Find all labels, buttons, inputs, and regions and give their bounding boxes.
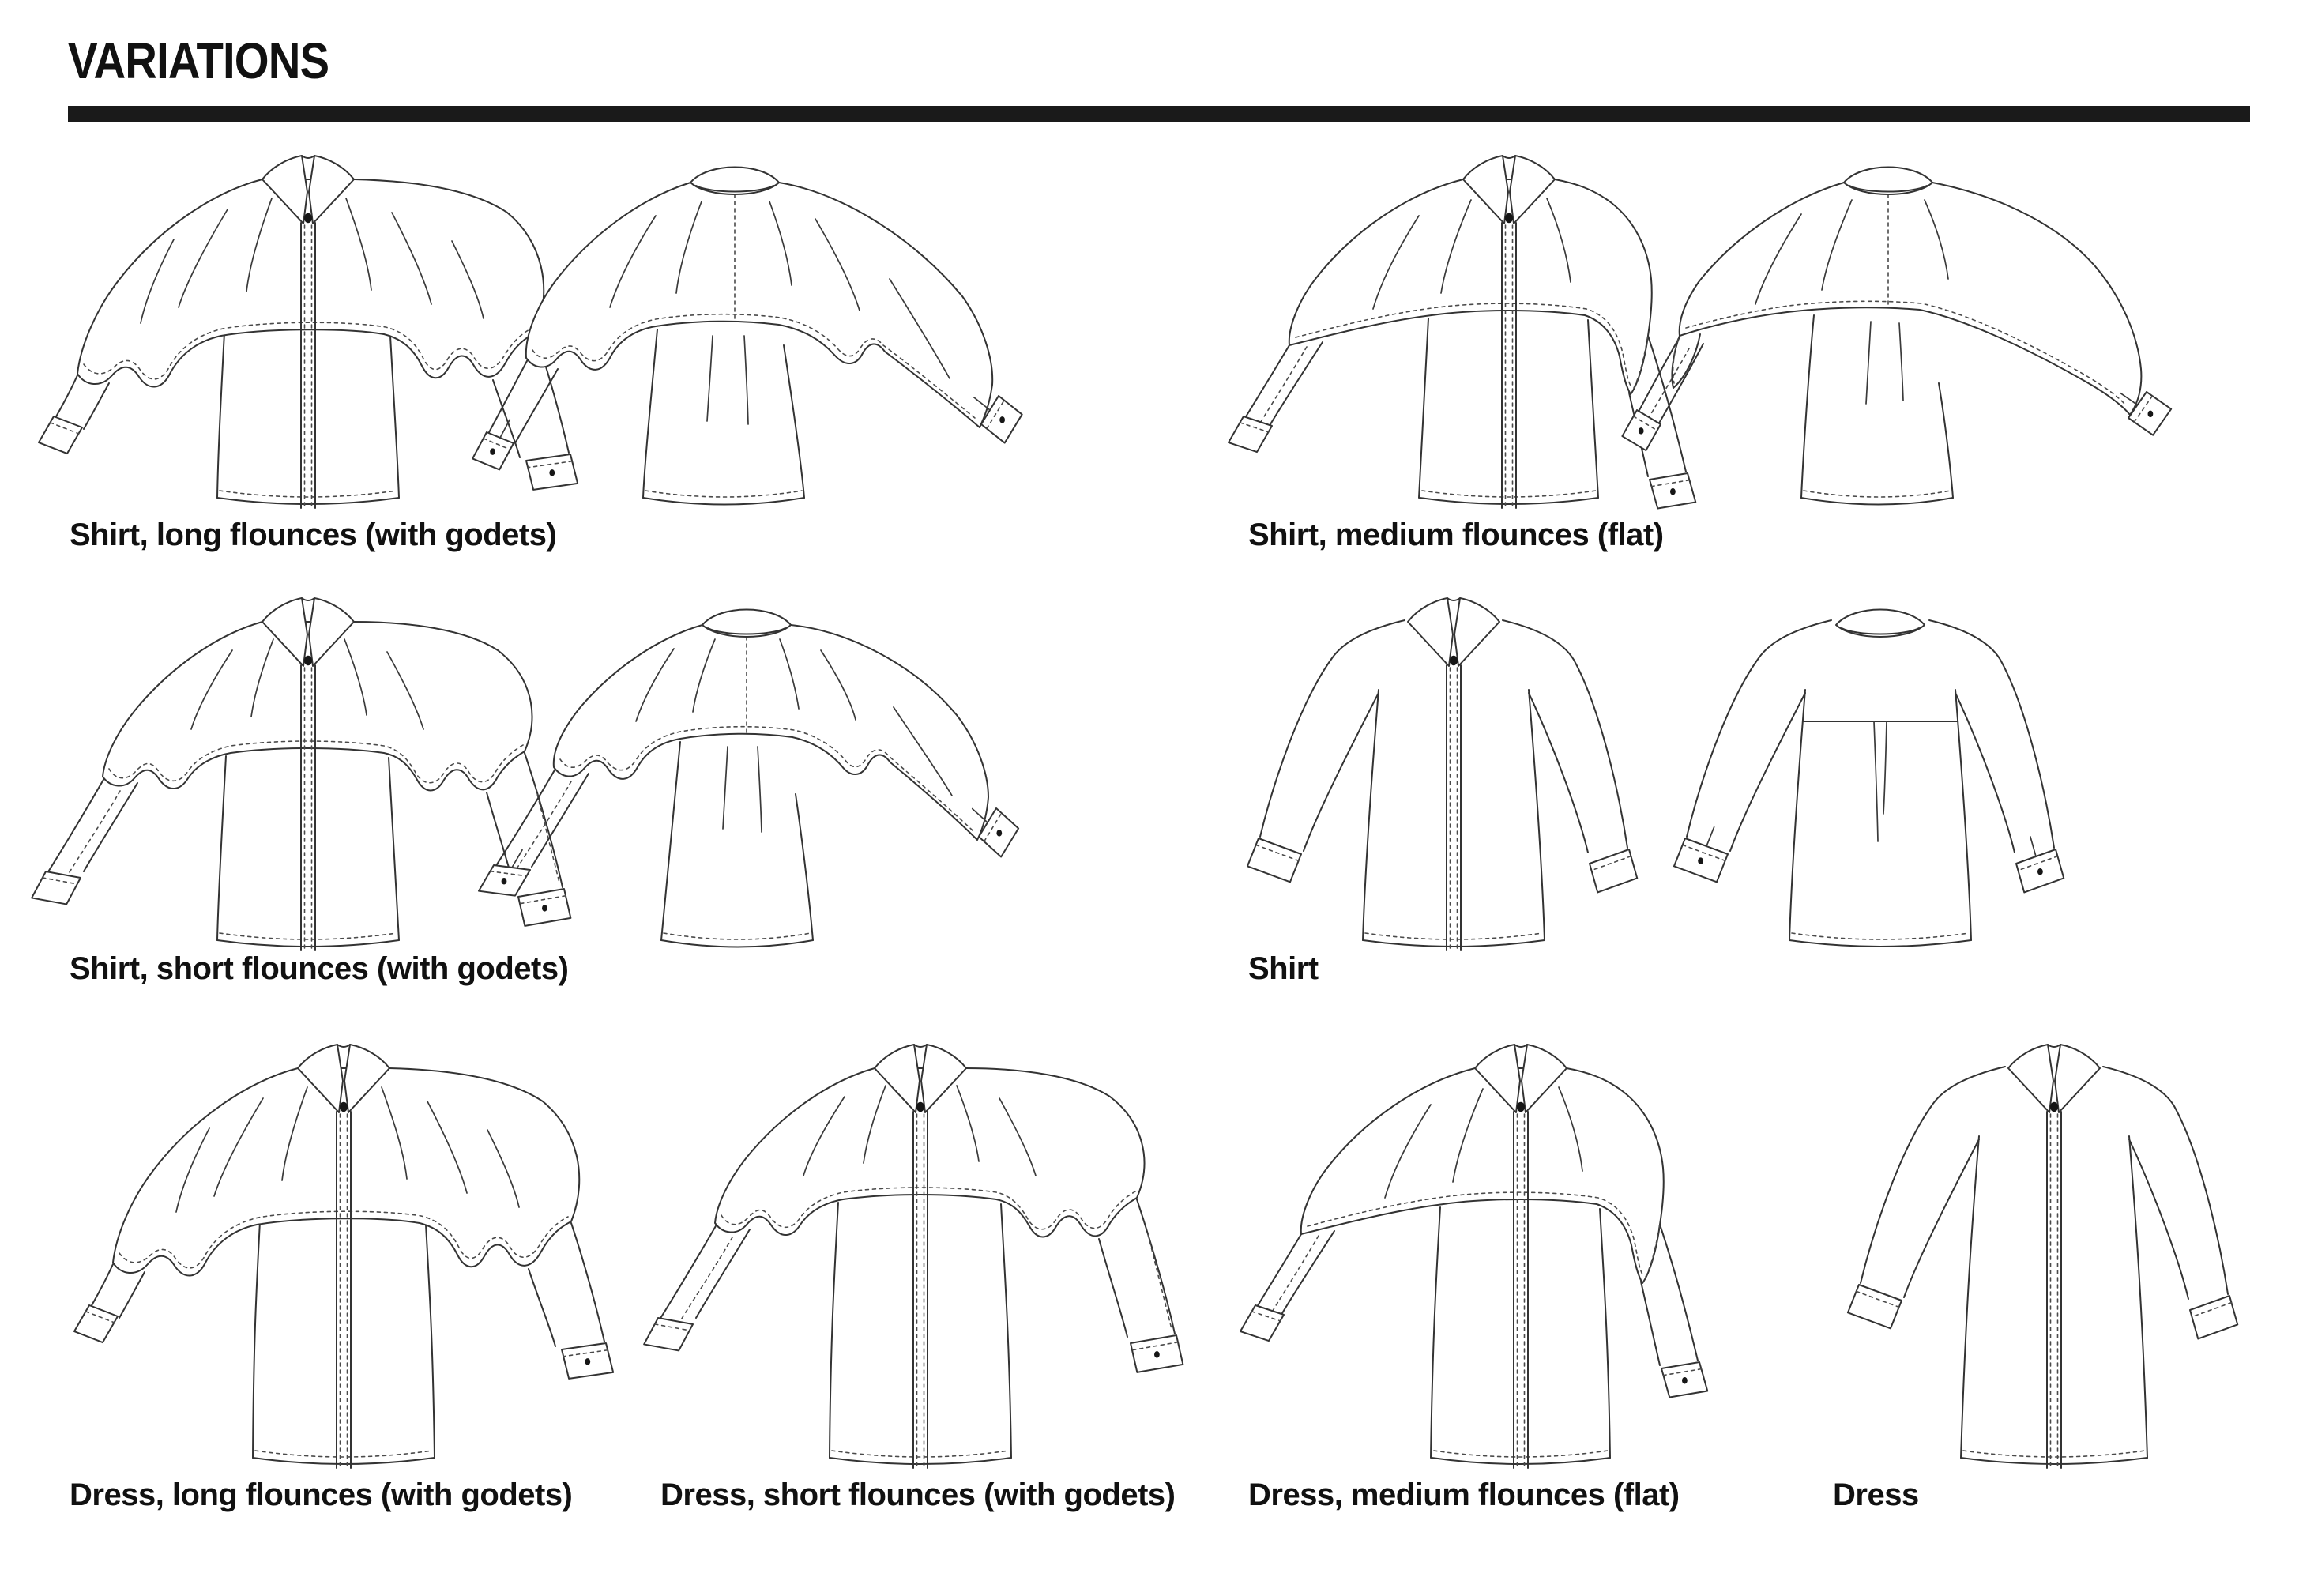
fold-line <box>1874 721 1878 841</box>
stitch-line <box>664 933 811 939</box>
flat-dress-long-front <box>74 1045 613 1468</box>
flat-panel <box>1844 168 1932 195</box>
stitch-line <box>1792 933 1969 939</box>
flat-line <box>91 1264 113 1307</box>
flat-line <box>796 794 813 940</box>
stitch-line <box>1365 933 1542 939</box>
flat-shirt-long-back <box>472 168 1022 505</box>
flat-line <box>217 333 224 498</box>
fold-line <box>1883 721 1887 814</box>
flat-line <box>1789 690 1805 940</box>
flat-line <box>1503 620 1627 848</box>
flat-shirt-none-front <box>1247 598 1637 950</box>
flat-line <box>1363 940 1545 947</box>
flat-panel <box>1454 598 1499 666</box>
flat-line <box>1001 1204 1011 1458</box>
label-dress-long-flounces: Dress, long flounces (with godets) <box>70 1477 573 1512</box>
button-detail <box>1682 1377 1688 1384</box>
stitch-line <box>220 491 397 497</box>
stitch-line <box>68 791 120 875</box>
flat-line <box>302 598 314 600</box>
label-shirt-medium-flounces: Shirt, medium flounces (flat) <box>1248 518 1664 552</box>
button-detail <box>2037 868 2043 875</box>
flat-line <box>337 1045 350 1047</box>
flat-line <box>1801 498 1953 505</box>
flat-line <box>1660 1225 1698 1361</box>
flat-panel <box>2055 1045 2100 1112</box>
label-dress-short-flounces: Dress, short flounces (with godets) <box>660 1477 1176 1512</box>
flat-panel <box>526 183 992 427</box>
flat-line <box>84 783 137 871</box>
flat-panel <box>1301 1068 1664 1283</box>
stitch-line <box>1271 1236 1319 1313</box>
flat-line <box>661 940 813 947</box>
flat-line <box>914 1045 927 1047</box>
flat-panel <box>32 871 81 904</box>
flat-line <box>55 375 77 418</box>
fold-line <box>707 336 713 421</box>
flat-line <box>643 329 657 498</box>
flat-line <box>1641 1282 1660 1365</box>
flat-line <box>661 742 680 940</box>
flat-line <box>1648 336 1686 472</box>
stitch-line <box>832 1451 1009 1457</box>
button-detail <box>999 416 1005 423</box>
flat-line <box>830 1203 838 1458</box>
flat-line <box>1955 693 2015 853</box>
flat-line <box>1961 1458 2147 1464</box>
flat-line <box>389 758 399 940</box>
page-title: VARIATIONS <box>68 32 329 89</box>
button-detail <box>542 905 547 912</box>
flat-panel <box>2190 1296 2237 1338</box>
flat-line <box>1657 344 1703 426</box>
flat-line <box>1447 598 1460 600</box>
flat-line <box>1939 383 1953 498</box>
flat-panel <box>1836 610 1925 638</box>
flat-panel <box>1240 1305 1284 1341</box>
button-detail <box>502 878 507 885</box>
fold-line <box>512 850 522 868</box>
flat-line <box>1904 1139 1979 1297</box>
stitch-line <box>536 788 559 883</box>
stitch-line <box>1422 491 1596 497</box>
flat-panel <box>644 1318 693 1350</box>
stitch-line <box>1804 491 1951 497</box>
flat-panel <box>1229 416 1272 452</box>
label-shirt-short-flounces: Shirt, short flounces (with godets) <box>70 951 569 986</box>
flat-line <box>784 345 804 498</box>
flat-line <box>2048 1045 2060 1047</box>
fold-line <box>758 747 762 832</box>
flat-line <box>1801 315 1814 498</box>
flat-line <box>532 774 589 867</box>
flat-line <box>1282 1231 1334 1313</box>
flat-line <box>1270 342 1323 424</box>
flat-line <box>1432 1458 1610 1464</box>
flat-line <box>47 778 104 873</box>
flat-shirt-medium-flat-front <box>1229 156 1695 508</box>
flat-line <box>2103 1067 2228 1294</box>
flat-line <box>217 498 399 504</box>
flat-line <box>1730 693 1805 851</box>
flat-line <box>1514 1045 1527 1047</box>
label-shirt-long-flounces: Shirt, long flounces (with godets) <box>70 518 557 552</box>
flat-line <box>2129 1136 2147 1458</box>
stitch-line <box>255 1451 432 1457</box>
label-dress: Dress <box>1833 1477 1919 1512</box>
stitch-line <box>680 1237 732 1321</box>
button-detail <box>549 469 555 476</box>
flat-line <box>1600 1209 1610 1458</box>
stitch-line <box>220 933 397 939</box>
flat-line <box>1431 1207 1440 1458</box>
flat-panel <box>1408 598 1453 666</box>
flat-line <box>830 1458 1011 1464</box>
fold-line <box>723 747 728 829</box>
flat-line <box>302 156 314 158</box>
flat-line <box>1961 1136 1979 1458</box>
flat-line <box>217 940 399 947</box>
flat-panel <box>1590 849 1637 892</box>
flat-shirt-short-front <box>32 598 570 950</box>
flat-shirt-medium-flat-back <box>1622 168 2171 505</box>
flat-line <box>571 1223 604 1342</box>
flat-panel <box>2008 1045 2053 1112</box>
flat-line <box>495 769 555 867</box>
flat-panel <box>1289 179 1652 394</box>
button-detail <box>304 213 312 224</box>
fold-line <box>1706 827 1714 846</box>
button-detail <box>2148 411 2154 418</box>
flat-line <box>1099 1239 1127 1337</box>
flat-line <box>515 369 558 443</box>
flat-shirt-none-back <box>1674 610 2064 947</box>
flat-line <box>1304 693 1379 851</box>
button-detail <box>916 1102 924 1112</box>
flat-line <box>1955 690 1971 940</box>
flat-line <box>1420 498 1598 504</box>
button-detail <box>340 1102 348 1112</box>
flat-line <box>1861 1067 2005 1283</box>
fold-line <box>744 336 748 424</box>
flat-line <box>1419 318 1428 498</box>
flat-line <box>1260 620 1405 837</box>
flat-line <box>1137 1199 1175 1334</box>
label-shirt: Shirt <box>1248 951 1319 986</box>
stitch-line <box>1963 1451 2145 1457</box>
flat-panel <box>1680 183 2142 415</box>
fold-line <box>1899 323 1903 401</box>
button-detail <box>1698 857 1703 864</box>
flat-panel <box>74 1305 118 1342</box>
fold-line <box>2030 837 2036 856</box>
flat-line <box>426 1225 435 1458</box>
flat-line <box>1257 1234 1301 1307</box>
flat-panel <box>39 416 82 454</box>
flat-dress-medium-flat-front <box>1240 1045 1707 1468</box>
button-detail <box>1154 1351 1160 1358</box>
flat-line <box>2129 1139 2188 1299</box>
flat-panel <box>554 625 988 840</box>
button-detail <box>996 830 1002 837</box>
flat-line <box>119 1272 145 1318</box>
stitch-line <box>1259 347 1307 424</box>
flat-line <box>660 1225 717 1319</box>
flat-dress-none-front <box>1848 1045 2237 1468</box>
button-detail <box>2050 1102 2058 1112</box>
stitch-line <box>645 491 802 497</box>
button-detail <box>1450 656 1458 666</box>
button-detail <box>585 1358 590 1365</box>
button-detail <box>1517 1102 1525 1112</box>
fold-line <box>500 420 510 438</box>
flat-line <box>529 1269 555 1346</box>
flat-line <box>84 383 109 429</box>
flat-line <box>1363 690 1379 940</box>
flat-panel <box>702 610 791 638</box>
flat-line <box>643 498 804 505</box>
flat-line <box>1789 940 1971 947</box>
button-detail <box>304 656 312 666</box>
flat-line <box>1503 156 1515 158</box>
button-detail <box>490 448 495 455</box>
fold-line <box>1866 322 1871 404</box>
flat-dress-short-front <box>644 1045 1183 1468</box>
flat-line <box>390 336 399 498</box>
flat-line <box>1929 620 2054 848</box>
flat-line <box>217 756 226 940</box>
stitch-line <box>516 781 571 870</box>
button-detail <box>1505 213 1513 224</box>
flat-line <box>1245 345 1289 418</box>
flat-line <box>525 753 563 887</box>
flat-line <box>696 1229 750 1318</box>
button-detail <box>1670 488 1676 495</box>
flat-line <box>1588 320 1598 498</box>
stitch-line <box>1148 1234 1172 1329</box>
flat-line <box>1529 693 1588 853</box>
flat-line <box>1687 620 1831 837</box>
flat-panel <box>690 168 779 195</box>
stitch-line <box>1434 1451 1608 1457</box>
button-detail <box>1639 427 1644 435</box>
flat-line <box>253 1221 260 1458</box>
label-dress-medium-flounces: Dress, medium flounces (flat) <box>1248 1477 1680 1512</box>
flat-line <box>253 1458 435 1464</box>
flat-line <box>1529 690 1545 940</box>
